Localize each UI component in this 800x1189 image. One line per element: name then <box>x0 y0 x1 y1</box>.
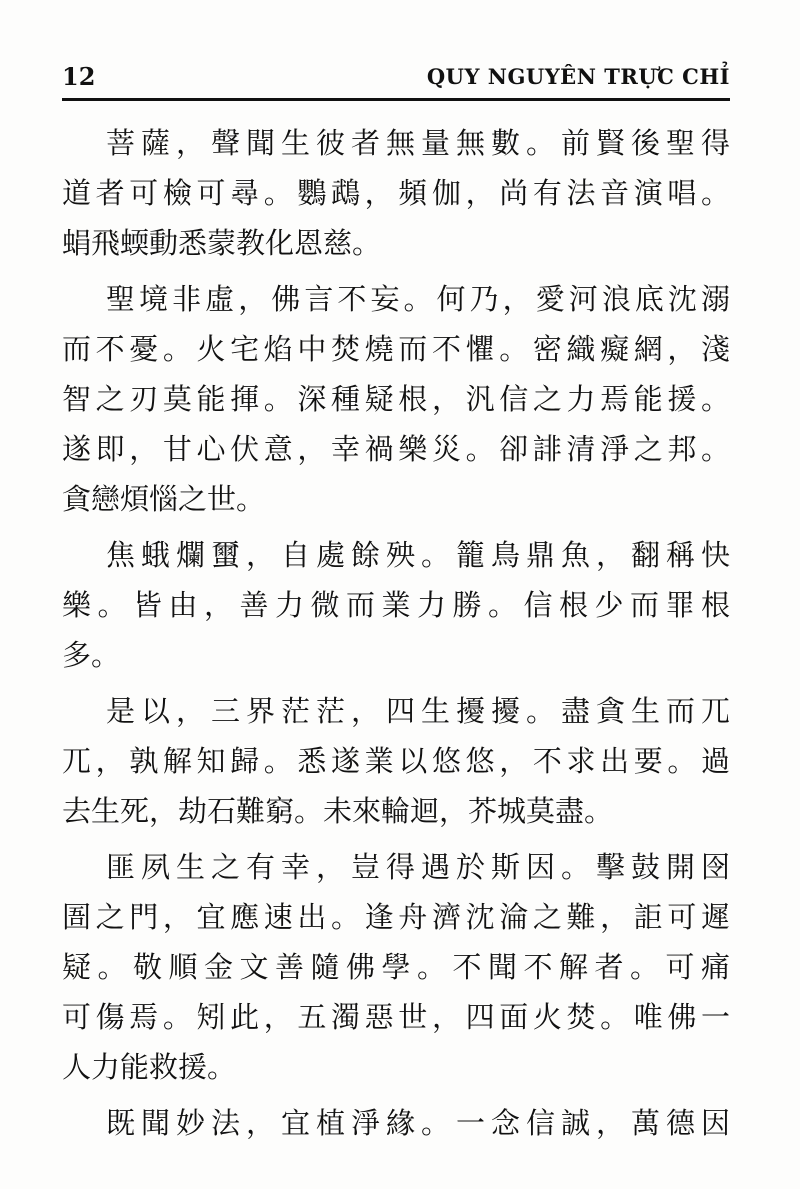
text-line: 聖境非虛，佛言不妄。何乃，愛河浪底沈溺 <box>106 282 730 316</box>
running-title: QUY NGUYÊN TRỰC CHỈ <box>426 64 730 89</box>
text-line: 匪夙生之有幸，豈得遇於斯因。擊鼓開囹 <box>106 850 730 884</box>
text-line: 蜎飛蝡動悉蒙教化恩慈。 <box>62 226 382 260</box>
text-line: 去生死，劫石難窮。未來輪迴，芥城莫盡。 <box>62 794 614 828</box>
body-text <box>62 118 730 1154</box>
text-line: 菩薩，聲聞生彼者無量無數。前賢後聖得 <box>106 126 730 160</box>
paragraph-2 <box>62 274 730 524</box>
paragraph-3 <box>62 530 730 680</box>
text-line: 而不憂。火宅焰中焚燒而不懼。密織癡網，淺 <box>62 332 730 366</box>
text-line: 兀，孰解知歸。悉遂業以悠悠，不求出要。過 <box>62 744 730 778</box>
text-line: 道者可檢可尋。鸚鵡，頻伽，尚有法音演唱。 <box>62 176 730 210</box>
running-header <box>62 58 730 101</box>
text-line: 智之刃莫能揮。深種疑根，汎信之力焉能援。 <box>62 382 730 416</box>
text-line: 圄之門，宜應速出。逢舟濟沈淪之難，詎可遲 <box>62 900 730 934</box>
text-line: 焦蛾爛蠒，自處餘殃。籠鳥鼎魚，翻稱快 <box>106 538 730 572</box>
text-line: 疑。敬順金文善隨佛學。不聞不解者。可痛 <box>62 950 730 984</box>
page-number: 12 <box>62 62 96 91</box>
text-line: 貪戀煩惱之世。 <box>62 482 266 516</box>
text-line: 遂即，甘心伏意，幸禍樂災。卻誹清淨之邦。 <box>62 432 730 466</box>
paragraph-4 <box>62 686 730 836</box>
text-line: 既聞妙法，宜植淨緣。一念信誠，萬德因 <box>106 1106 730 1140</box>
text-line: 可傷焉。矧此，五濁惡世，四面火焚。唯佛一 <box>62 1000 730 1034</box>
text-line: 是以，三界茫茫，四生擾擾。盡貪生而兀 <box>106 694 730 728</box>
text-line: 多。 <box>62 638 121 672</box>
paragraph-1 <box>62 118 730 268</box>
text-line: 樂。皆由，善力微而業力勝。信根少而罪根 <box>62 588 730 622</box>
paragraph-5 <box>62 842 730 1092</box>
paragraph-6 <box>62 1098 730 1148</box>
text-line: 人力能救援。 <box>62 1050 237 1084</box>
